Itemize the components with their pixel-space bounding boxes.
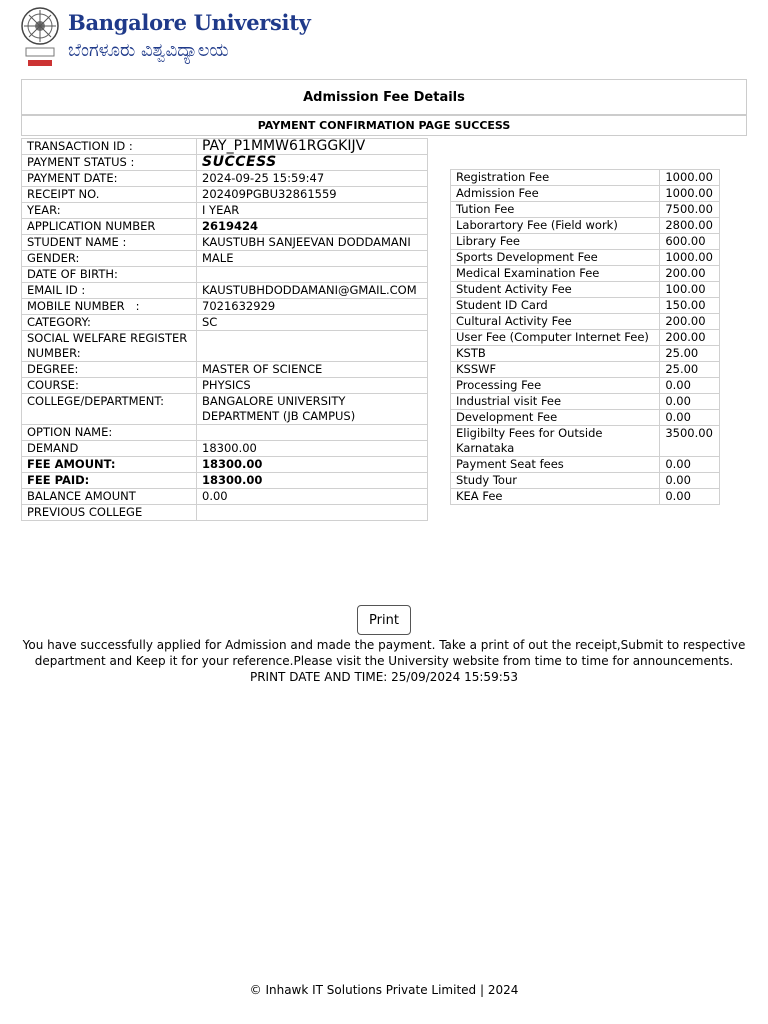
table-row: [22, 473, 428, 489]
table-row: [22, 203, 428, 219]
detail-value: I YEAR: [197, 203, 428, 219]
table-row: [22, 155, 428, 171]
university-name-english: Bangalore University: [68, 10, 311, 35]
detail-label: TRANSACTION ID :: [22, 139, 197, 155]
table-row: [22, 219, 428, 235]
fee-amount: 3500.00: [660, 426, 720, 457]
table-row: [451, 266, 720, 282]
fee-name: Eligibilty Fees for Outside Karnataka: [451, 426, 660, 457]
table-row: [451, 330, 720, 346]
table-row: [22, 315, 428, 331]
table-row: [451, 282, 720, 298]
detail-label: CATEGORY:: [22, 315, 197, 331]
detail-label: PAYMENT STATUS :: [22, 155, 197, 171]
fee-name: Medical Examination Fee: [451, 266, 660, 282]
fee-name: Library Fee: [451, 234, 660, 250]
fee-name: Admission Fee: [451, 186, 660, 202]
detail-value: 202409PGBU32861559: [197, 187, 428, 203]
fee-amount: 150.00: [660, 298, 720, 314]
detail-label: YEAR:: [22, 203, 197, 219]
detail-label: COLLEGE/DEPARTMENT:: [22, 394, 197, 425]
table-row: [22, 235, 428, 251]
footer-copyright: © Inhawk IT Solutions Private Limited | 2024: [249, 983, 519, 997]
detail-value: [197, 425, 428, 441]
table-row: [451, 410, 720, 426]
fee-amount: 600.00: [660, 234, 720, 250]
table-row: [22, 362, 428, 378]
confirmation-text: You have successfully applied for Admission and made the payment. Take a print of out the receipt,Submit to respective department and Keep it for your reference.Please visit the University website from time to time for announcements.: [22, 638, 746, 668]
university-seal-icon: [20, 4, 60, 70]
detail-label: FEE AMOUNT:: [22, 457, 197, 473]
detail-value: MASTER OF SCIENCE: [197, 362, 428, 378]
confirmation-message: [21, 637, 747, 685]
fee-name: Student ID Card: [451, 298, 660, 314]
fee-name: Tution Fee: [451, 202, 660, 218]
table-row: [22, 441, 428, 457]
table-row: [22, 378, 428, 394]
table-row: [22, 505, 428, 521]
detail-label: SOCIAL WELFARE REGISTER NUMBER:: [22, 331, 197, 362]
table-row: [451, 473, 720, 489]
table-row: [451, 346, 720, 362]
fee-amount: 0.00: [660, 410, 720, 426]
detail-value: MALE: [197, 251, 428, 267]
detail-value: KAUSTUBH SANJEEVAN DODDAMANI: [197, 235, 428, 251]
table-row: [22, 171, 428, 187]
detail-value: [197, 267, 428, 283]
fee-name: KSTB: [451, 346, 660, 362]
fee-name: Payment Seat fees: [451, 457, 660, 473]
table-row: [22, 267, 428, 283]
detail-label: MOBILE NUMBER :: [22, 299, 197, 315]
table-row: [22, 187, 428, 203]
detail-label: DATE OF BIRTH:: [22, 267, 197, 283]
detail-label: EMAIL ID :: [22, 283, 197, 299]
fee-name: Registration Fee: [451, 170, 660, 186]
detail-label: DEMAND: [22, 441, 197, 457]
detail-label: APPLICATION NUMBER: [22, 219, 197, 235]
payment-status-value: SUCCESS: [197, 155, 428, 171]
fee-amount: 7500.00: [660, 202, 720, 218]
fee-amount: 200.00: [660, 266, 720, 282]
university-header: [18, 4, 311, 72]
table-row: [22, 251, 428, 267]
table-row: [22, 331, 428, 362]
fee-amount: 0.00: [660, 489, 720, 505]
fee-name: Student Activity Fee: [451, 282, 660, 298]
detail-label: GENDER:: [22, 251, 197, 267]
detail-value: BANGALORE UNIVERSITY DEPARTMENT (JB CAMPUS): [197, 394, 428, 425]
detail-value: 7021632929: [197, 299, 428, 315]
detail-label: PREVIOUS COLLEGE: [22, 505, 197, 521]
table-row: [22, 283, 428, 299]
fee-name: User Fee (Computer Internet Fee): [451, 330, 660, 346]
table-row: [451, 186, 720, 202]
fee-name: Sports Development Fee: [451, 250, 660, 266]
table-row: [451, 218, 720, 234]
fee-amount: 200.00: [660, 314, 720, 330]
detail-value: [197, 331, 428, 362]
admission-details-table: [21, 138, 428, 521]
fee-amount: 1000.00: [660, 186, 720, 202]
detail-label: PAYMENT DATE:: [22, 171, 197, 187]
fee-amount: 100.00: [660, 282, 720, 298]
fee-paid-value: 18300.00: [197, 473, 428, 489]
detail-label: RECEIPT NO.: [22, 187, 197, 203]
fee-amount: 0.00: [660, 473, 720, 489]
table-row: [451, 298, 720, 314]
detail-value: 0.00: [197, 489, 428, 505]
page-title: Admission Fee Details: [21, 79, 747, 115]
fee-amount: 25.00: [660, 362, 720, 378]
fee-name: Development Fee: [451, 410, 660, 426]
fee-breakdown-table: [450, 169, 720, 505]
table-row: [22, 489, 428, 505]
fee-amount: 0.00: [660, 457, 720, 473]
detail-label: OPTION NAME:: [22, 425, 197, 441]
table-row: [22, 139, 428, 155]
table-row: [451, 314, 720, 330]
fee-name: Cultural Activity Fee: [451, 314, 660, 330]
fee-name: KSSWF: [451, 362, 660, 378]
application-number-value: 2619424: [197, 219, 428, 235]
detail-label: STUDENT NAME :: [22, 235, 197, 251]
fee-name: Laborartory Fee (Field work): [451, 218, 660, 234]
table-row: [451, 202, 720, 218]
detail-label: DEGREE:: [22, 362, 197, 378]
table-row: [451, 426, 720, 457]
page-subtitle: PAYMENT CONFIRMATION PAGE SUCCESS: [21, 115, 747, 136]
table-row: [451, 250, 720, 266]
detail-label: COURSE:: [22, 378, 197, 394]
fee-amount-value: 18300.00: [197, 457, 428, 473]
fee-amount: 1000.00: [660, 250, 720, 266]
table-row: [451, 362, 720, 378]
table-row: [451, 234, 720, 250]
table-row: [451, 170, 720, 186]
print-button[interactable]: Print: [357, 605, 411, 635]
detail-label: FEE PAID:: [22, 473, 197, 489]
fee-name: Study Tour: [451, 473, 660, 489]
table-row: [451, 394, 720, 410]
fee-amount: 2800.00: [660, 218, 720, 234]
fee-name: Industrial visit Fee: [451, 394, 660, 410]
fee-amount: 0.00: [660, 394, 720, 410]
table-row: [22, 394, 428, 425]
table-row: [451, 489, 720, 505]
table-row: [451, 457, 720, 473]
transaction-id-value: PAY_P1MMW61RGGKIJV: [197, 139, 428, 155]
fee-name: KEA Fee: [451, 489, 660, 505]
detail-value: KAUSTUBHDODDAMANI@GMAIL.COM: [197, 283, 428, 299]
detail-value: 18300.00: [197, 441, 428, 457]
print-datetime: PRINT DATE AND TIME: 25/09/2024 15:59:53: [249, 670, 519, 684]
detail-value: 2024-09-25 15:59:47: [197, 171, 428, 187]
detail-value: [197, 505, 428, 521]
fee-name: Processing Fee: [451, 378, 660, 394]
fee-amount: 25.00: [660, 346, 720, 362]
detail-value: PHYSICS: [197, 378, 428, 394]
table-row: [22, 299, 428, 315]
table-row: [451, 378, 720, 394]
detail-label: BALANCE AMOUNT: [22, 489, 197, 505]
fee-amount: 0.00: [660, 378, 720, 394]
detail-value: SC: [197, 315, 428, 331]
table-row: [22, 457, 428, 473]
fee-amount: 200.00: [660, 330, 720, 346]
table-row: [22, 425, 428, 441]
fee-amount: 1000.00: [660, 170, 720, 186]
university-name-kannada: ಬೆಂಗಳೂರು ವಿಶ್ವವಿದ್ಯಾಲಯ: [68, 40, 229, 61]
